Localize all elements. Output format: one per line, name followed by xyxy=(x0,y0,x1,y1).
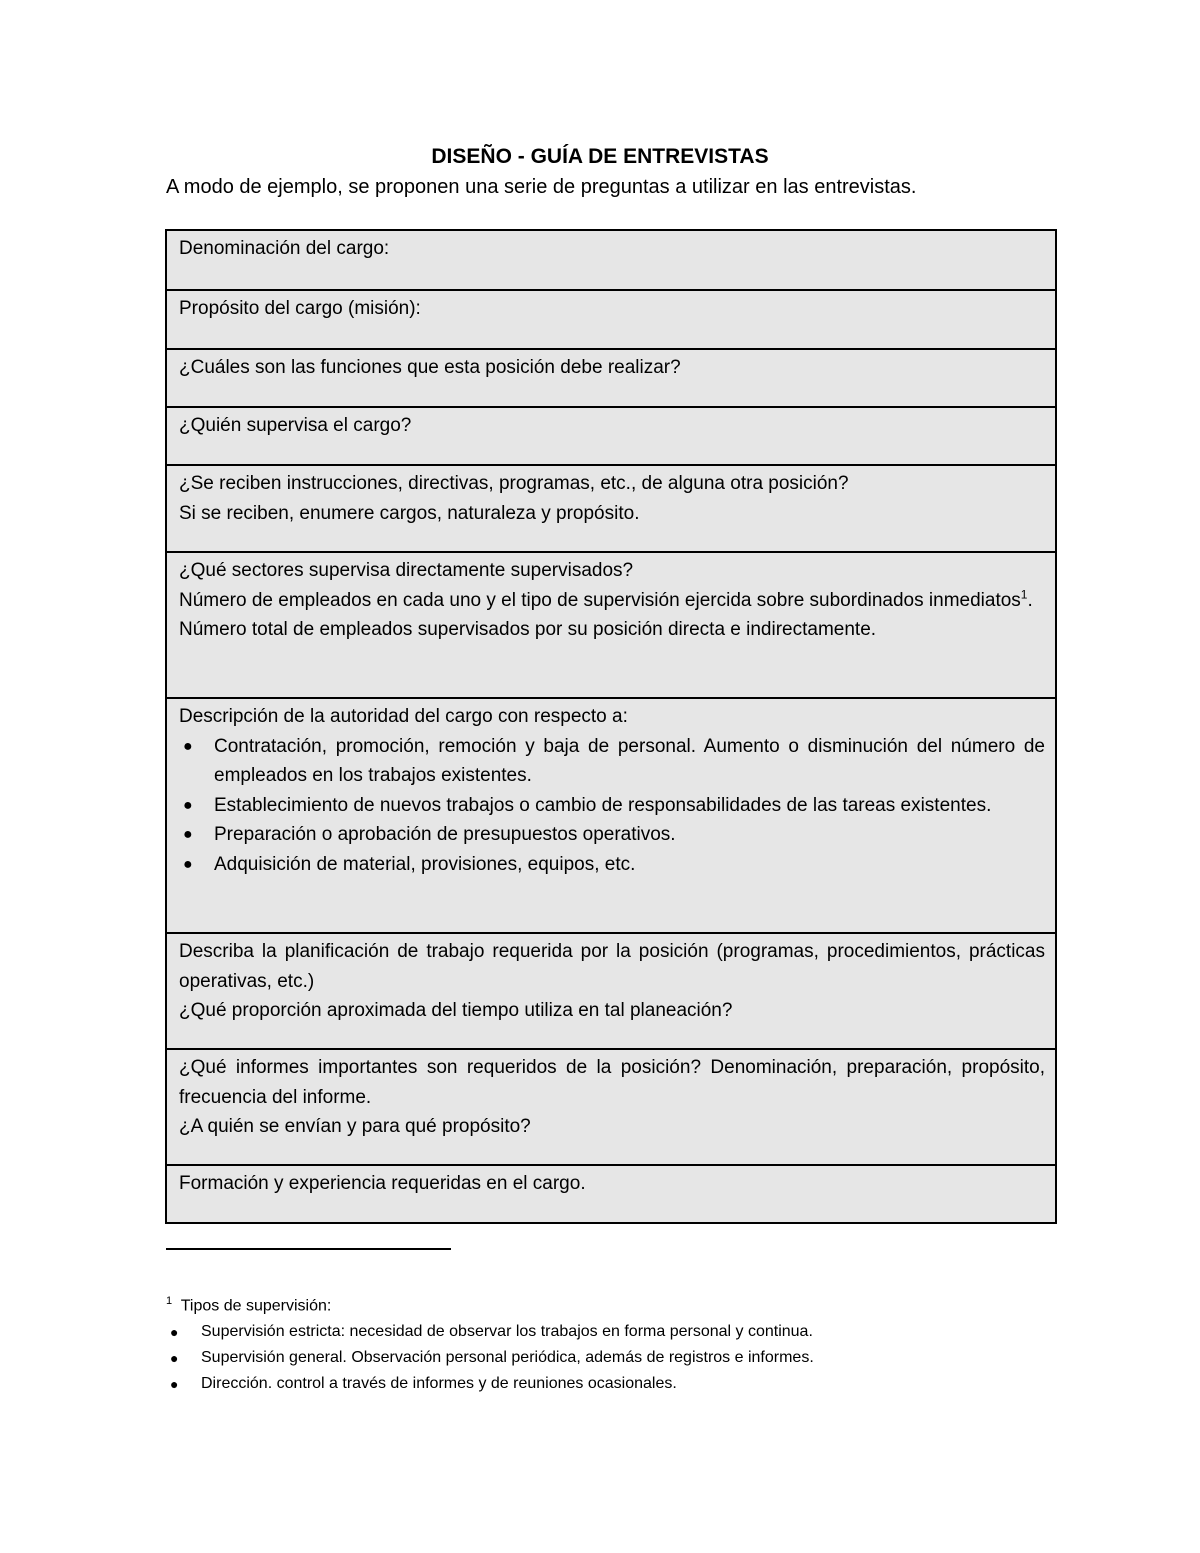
row-text: ¿Qué sectores supervisa directamente supervisados? xyxy=(179,560,634,581)
footnote-heading-text: Tipos de supervisión: xyxy=(180,1297,332,1315)
row-text: Descripción de la autoridad del cargo con respecto a: xyxy=(179,706,628,727)
list-item xyxy=(179,791,1045,821)
table-row xyxy=(167,348,1055,406)
list-item-text: Supervisión estricta: necesidad de observar los trabajos en forma personal y continua. xyxy=(201,1323,813,1341)
row-text: Propósito del cargo (misión): xyxy=(179,298,421,319)
row-text: ¿Quién supervisa el cargo? xyxy=(179,415,412,436)
table-row xyxy=(167,289,1055,348)
row-text: Describa la planificación de trabajo requerida por la posición (programas, procedimientos, prácticas operativas, etc.) xyxy=(179,941,1045,992)
row-text: ¿Cuáles son las funciones que esta posición debe realizar? xyxy=(179,357,681,378)
list-item xyxy=(179,850,1045,880)
row-text: Si se reciben, enumere cargos, naturaleza y propósito. xyxy=(179,502,640,524)
page-subtitle: A modo de ejemplo, se proponen una serie de preguntas a utilizar en las entrevistas. xyxy=(166,176,917,198)
list-item-text: Dirección. control a través de informes y de reuniones ocasionales. xyxy=(201,1375,677,1393)
row-text: ¿Qué proporción aproximada del tiempo utiliza en tal planeación? xyxy=(179,1000,733,1021)
list-item xyxy=(166,1345,1046,1371)
table-row xyxy=(167,1048,1055,1164)
row-text: ¿A quién se envían y para qué propósito? xyxy=(179,1116,531,1137)
list-item-text: Adquisición de material, provisiones, equipos, etc. xyxy=(214,853,636,875)
footnote xyxy=(166,1288,1046,1397)
list-item-text: Establecimiento de nuevos trabajos o cambio de responsabilidades de las tareas existentes. xyxy=(214,794,992,816)
bullet-icon: ● xyxy=(183,796,193,814)
row-text: Número total de empleados supervisados por su posición directa e indirectamente. xyxy=(179,619,877,640)
bullet-icon: ● xyxy=(170,1324,179,1341)
bullet-icon: ● xyxy=(170,1376,179,1393)
row-text xyxy=(179,586,1045,616)
bullet-icon: ● xyxy=(170,1350,179,1367)
table-row xyxy=(167,1164,1055,1222)
table-row xyxy=(167,406,1055,464)
bullet-icon: ● xyxy=(183,855,193,873)
row-text-main: Número de empleados en cada uno y el tipo de supervisión ejercida sobre subordinados inmediatos xyxy=(179,589,1021,611)
bullet-icon: ● xyxy=(183,826,193,843)
table-row xyxy=(167,464,1055,551)
page-title: DISEÑO - GUÍA DE ENTREVISTAS xyxy=(431,145,769,168)
table-row xyxy=(167,697,1055,932)
footnote-reference: 1 xyxy=(1020,587,1028,602)
authority-list xyxy=(179,732,1045,880)
row-text: Denominación del cargo: xyxy=(179,238,390,259)
list-item-text: Preparación o aprobación de presupuestos operativos. xyxy=(214,824,676,845)
row-text-end: . xyxy=(1027,589,1033,611)
table-row xyxy=(167,231,1055,289)
footnote-separator xyxy=(166,1248,451,1250)
list-item xyxy=(166,1319,1046,1345)
interview-table xyxy=(165,229,1057,1224)
row-text: Formación y experiencia requeridas en el cargo. xyxy=(179,1173,586,1194)
list-item-text: Contratación, promoción, remoción y baja de personal. Aumento o disminución del número de empleados en los trabajos existentes. xyxy=(214,735,1045,786)
bullet-icon: ● xyxy=(183,737,193,755)
list-item xyxy=(179,820,1045,850)
list-item-text: Supervisión general. Observación personal periódica, además de registros e informes. xyxy=(201,1349,814,1367)
list-item xyxy=(179,732,1045,791)
footnote-number: 1 xyxy=(166,1295,173,1307)
list-item xyxy=(166,1371,1046,1397)
table-row xyxy=(167,932,1055,1048)
row-text: ¿Se reciben instrucciones, directivas, programas, etc., de alguna otra posición? xyxy=(179,473,849,494)
row-text: ¿Qué informes importantes son requeridos de la posición? Denominación, preparación, propósito, frecuencia del informe. xyxy=(179,1057,1045,1108)
table-row xyxy=(167,551,1055,697)
footnote-heading xyxy=(166,1288,1046,1319)
